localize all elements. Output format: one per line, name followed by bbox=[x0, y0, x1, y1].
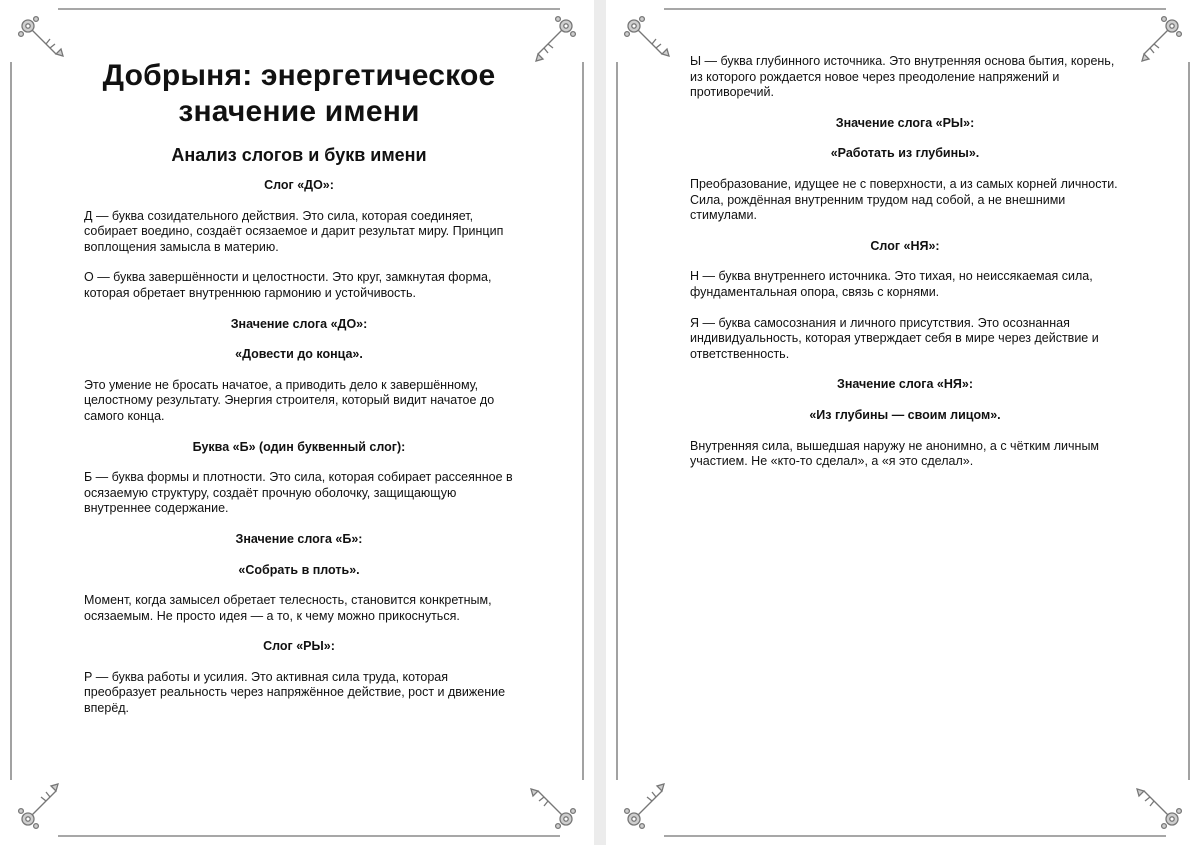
paragraph: Преобразование, идущее не с поверхности, а из самых корней личности. Сила, рождённая внутренним трудом над собой, а не внешними стимулами. bbox=[690, 176, 1118, 223]
left-text-blocks bbox=[84, 178, 514, 717]
section-heading: «Из глубины — своим лицом». bbox=[809, 407, 1001, 422]
section-heading: Слог «ДО»: bbox=[264, 178, 334, 192]
section-heading: «Работать из глубины». bbox=[830, 146, 980, 161]
section-heading: «Собрать в плоть». bbox=[238, 562, 360, 577]
section-heading: Значение слога «НЯ»: bbox=[837, 377, 973, 392]
section-heading: Буква «Б» (один буквенный слог): bbox=[192, 439, 406, 454]
right-text-blocks bbox=[690, 54, 1120, 470]
left-page-content bbox=[84, 58, 514, 732]
ornamental-key-icon bbox=[19, 784, 58, 828]
right-page bbox=[606, 0, 1200, 845]
paragraph: Д — буква созидательного действия. Это сила, которая соединяет, собирает воедино, создаёт осязаемое и дарит результат миру. Принцип воплощения замысла в материю. bbox=[84, 208, 504, 254]
paragraph: Момент, когда замысел обретает телесность, становится конкретным, осязаемым. Не просто идея — а то, к чему можно прикоснуться. bbox=[84, 593, 492, 623]
section-heading: Значение слога «РЫ»: bbox=[835, 115, 975, 130]
paragraph: О — буква завершённости и целостности. Это круг, замкнутая форма, которая обретает внутреннюю гармонию и устойчивость. bbox=[84, 270, 492, 300]
ornamental-key-icon bbox=[1137, 789, 1181, 828]
ornamental-key-icon bbox=[19, 17, 63, 56]
paragraph: Ы — буква глубинного источника. Это внутренняя основа бытия, корень, из которого рождается новое через преодоление напряжений и противоречий. bbox=[690, 54, 1115, 100]
paragraph: Внутренняя сила, вышедшая наружу не анонимно, а с чётким личным участием. Не «кто-то сделал», а «я это сделал». bbox=[690, 438, 1100, 469]
paragraph: Б — буква формы и плотности. Это сила, которая собирает рассеянное в осязаемую структуру, создаёт прочную оболочку, защищающую внутреннее содержание. bbox=[84, 470, 513, 516]
document-subtitle: Анализ слогов и букв имени bbox=[171, 145, 427, 165]
document-title: Добрыня: энергетическое значение имени bbox=[102, 59, 496, 128]
left-page bbox=[0, 0, 594, 845]
paragraph: Это умение не бросать начатое, а приводить дело к завершённому, целостному результату. Энергия строителя, который видит начатое до самого конца. bbox=[84, 377, 495, 423]
paragraph: Р — буква работы и усилия. Это активная сила труда, которая преобразует реальность через напряжённое действие, рост и движение вперёд. bbox=[84, 669, 506, 716]
ornamental-key-icon bbox=[536, 17, 575, 61]
ornamental-key-icon bbox=[531, 789, 575, 828]
paragraph: Н — буква внутреннего источника. Это тихая, но неиссякаемая сила, фундаментальная опора, связь с корнями. bbox=[690, 269, 1093, 299]
ornamental-key-icon bbox=[1142, 17, 1181, 61]
section-heading: Значение слога «ДО»: bbox=[230, 316, 368, 331]
section-heading: Слог «НЯ»: bbox=[870, 238, 940, 253]
ornamental-key-icon bbox=[625, 784, 664, 828]
section-heading: «Довести до конца». bbox=[235, 347, 363, 362]
section-heading: Значение слога «Б»: bbox=[235, 531, 363, 546]
right-page-content bbox=[690, 54, 1120, 485]
ornamental-key-icon bbox=[625, 17, 669, 56]
paragraph: Я — буква самосознания и личного присутствия. Это осознанная индивидуальность, которая утверждает себя в мире через действие и ответственность. bbox=[690, 315, 1099, 361]
section-heading: Слог «РЫ»: bbox=[263, 639, 335, 654]
